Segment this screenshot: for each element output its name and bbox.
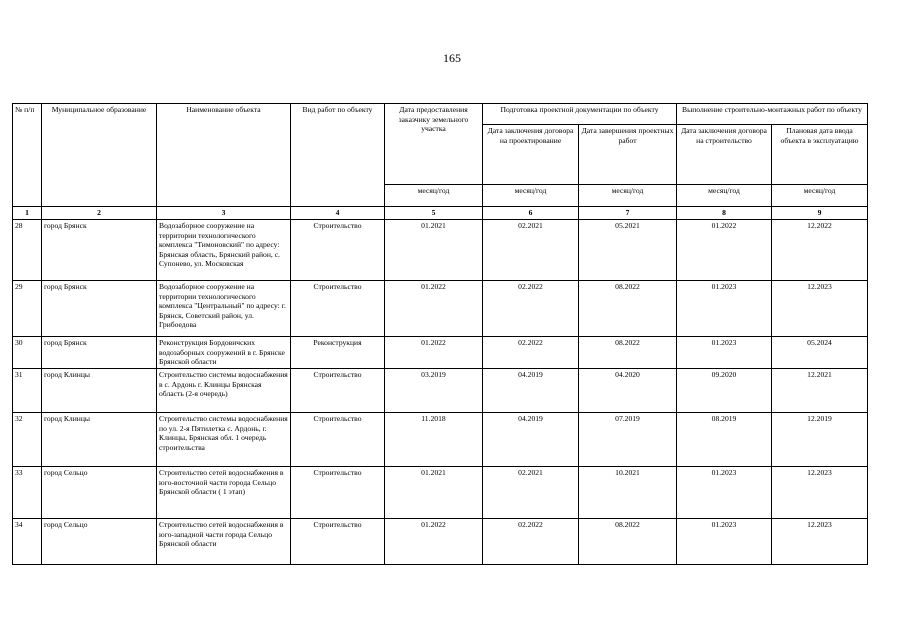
row-commission: 05.2024 <box>772 337 868 369</box>
unit-label: месяц/год <box>483 185 579 207</box>
header-design-end: Дата завершения проектных работ <box>579 125 677 185</box>
row-object-text: Водозаборное сооружение на территории технологического комплекса "Тимоновский" по адресу: Брянская область, Брянский район, с. Супонево, ул. Московская <box>159 221 280 269</box>
row-design-contract: 02.2022 <box>483 281 579 337</box>
schedule-table <box>12 103 868 565</box>
row-design-end: 08.2022 <box>579 281 677 337</box>
row-municipality: город Брянск <box>42 281 157 337</box>
row-work-type: Строительство <box>291 467 385 519</box>
row-municipality: город Клинцы <box>42 413 157 467</box>
row-build-contract: 01.2023 <box>677 519 772 565</box>
row-work-type: Строительство <box>291 413 385 467</box>
table-row <box>13 220 868 281</box>
table-row <box>13 413 868 467</box>
row-work-type: Строительство <box>291 220 385 281</box>
row-object <box>157 467 291 519</box>
row-municipality: город Клинцы <box>42 369 157 413</box>
row-commission: 12.2023 <box>772 467 868 519</box>
row-build-contract: 01.2023 <box>677 467 772 519</box>
column-number: 7 <box>579 207 677 220</box>
header-municipality: Муниципальное образование <box>42 104 157 207</box>
column-number: 2 <box>42 207 157 220</box>
column-number: 4 <box>291 207 385 220</box>
row-num: 34 <box>13 519 42 565</box>
row-design-contract: 02.2021 <box>483 220 579 281</box>
row-municipality: город Сельцо <box>42 467 157 519</box>
row-design-contract: 02.2022 <box>483 337 579 369</box>
row-object <box>157 369 291 413</box>
row-design-contract: 04.2019 <box>483 369 579 413</box>
header-build-contract: Дата заключения договора на строительство <box>677 125 772 185</box>
row-land-date: 03.2019 <box>385 369 483 413</box>
row-work-type: Строительство <box>291 519 385 565</box>
row-num: 30 <box>13 337 42 369</box>
table-row <box>13 369 868 413</box>
row-object <box>157 337 291 369</box>
row-land-date: 01.2022 <box>385 337 483 369</box>
header-land-date: Дата предоставления заказчику земельного участка <box>385 104 483 185</box>
row-design-contract: 04.2019 <box>483 413 579 467</box>
table-row <box>13 467 868 519</box>
unit-label: месяц/год <box>772 185 868 207</box>
row-design-contract: 02.2022 <box>483 519 579 565</box>
header-commission: Плановая дата ввода объекта в эксплуатацию <box>772 125 868 185</box>
column-number: 8 <box>677 207 772 220</box>
row-work-type: Строительство <box>291 369 385 413</box>
row-design-end: 04.2020 <box>579 369 677 413</box>
row-commission: 12.2021 <box>772 369 868 413</box>
row-build-contract: 01.2023 <box>677 281 772 337</box>
row-object-text: Строительство системы водоснабжения по ул. 2-я Пятилетка с. Ардонь, г. Клинцы, Брянская обл. 1 очередь строительства <box>159 414 288 452</box>
row-design-end: 07.2019 <box>579 413 677 467</box>
row-land-date: 01.2022 <box>385 281 483 337</box>
unit-label: месяц/год <box>579 185 677 207</box>
row-num: 31 <box>13 369 42 413</box>
row-design-end: 10.2021 <box>579 467 677 519</box>
column-number: 6 <box>483 207 579 220</box>
row-object <box>157 220 291 281</box>
row-build-contract: 09.2020 <box>677 369 772 413</box>
row-num: 32 <box>13 413 42 467</box>
row-design-end: 08.2022 <box>579 519 677 565</box>
column-number: 5 <box>385 207 483 220</box>
row-num: 33 <box>13 467 42 519</box>
column-number: 9 <box>772 207 868 220</box>
row-object-text: Строительство системы водоснабжения в с. Ардонь г. Клинцы Брянская область (2-я очередь) <box>159 370 288 399</box>
row-commission: 12.2023 <box>772 281 868 337</box>
header-group-construction: Выполнение строительно-монтажных работ по объекту <box>677 104 868 125</box>
row-object <box>157 281 291 337</box>
row-design-end: 05.2021 <box>579 220 677 281</box>
row-commission: 12.2022 <box>772 220 868 281</box>
header-work-type: Вид работ по объекту <box>291 104 385 207</box>
row-num: 29 <box>13 281 42 337</box>
row-build-contract: 08.2019 <box>677 413 772 467</box>
row-design-contract: 02.2021 <box>483 467 579 519</box>
table-body <box>13 220 868 565</box>
row-work-type: Реконструкция <box>291 337 385 369</box>
row-object <box>157 413 291 467</box>
row-municipality: город Сельцо <box>42 519 157 565</box>
row-num: 28 <box>13 220 42 281</box>
table-row <box>13 519 868 565</box>
table-row <box>13 337 868 369</box>
row-commission: 12.2019 <box>772 413 868 467</box>
unit-label: месяц/год <box>677 185 772 207</box>
row-land-date: 01.2021 <box>385 220 483 281</box>
row-object-text: Строительство сетей водоснабжения в юго-восточной части города Сельцо Брянской области ( 1 этап) <box>159 468 284 497</box>
row-object <box>157 519 291 565</box>
unit-label: месяц/год <box>385 185 483 207</box>
column-number: 3 <box>157 207 291 220</box>
row-build-contract: 01.2022 <box>677 220 772 281</box>
table-row <box>13 281 868 337</box>
header-num: № п/п <box>13 104 42 207</box>
row-object-text: Строительство сетей водоснабжения в юго-западной части города Сельцо Брянской области <box>159 520 284 549</box>
row-work-type: Строительство <box>291 281 385 337</box>
row-commission: 12.2023 <box>772 519 868 565</box>
header-design-contract: Дата заключения договора на проектирование <box>483 125 579 185</box>
row-build-contract: 01.2023 <box>677 337 772 369</box>
page-number: 165 <box>443 51 461 65</box>
row-object-text: Водозаборное сооружение на территории технологического комплекса "Центральный" по адресу: г. Брянск, Советский район, ул. Грибоедова <box>159 282 286 330</box>
table-header <box>13 104 868 220</box>
column-number: 1 <box>13 207 42 220</box>
header-group-design: Подготовка проектной документации по объекту <box>483 104 677 125</box>
row-land-date: 01.2022 <box>385 519 483 565</box>
row-municipality: город Брянск <box>42 220 157 281</box>
header-object: Наименование объекта <box>157 104 291 207</box>
row-land-date: 11.2018 <box>385 413 483 467</box>
row-design-end: 08.2022 <box>579 337 677 369</box>
row-municipality: город Брянск <box>42 337 157 369</box>
row-land-date: 01.2021 <box>385 467 483 519</box>
row-object-text: Реконструкция Бордовичских водозаборных сооружений в г. Брянске Брянской области <box>159 338 285 367</box>
